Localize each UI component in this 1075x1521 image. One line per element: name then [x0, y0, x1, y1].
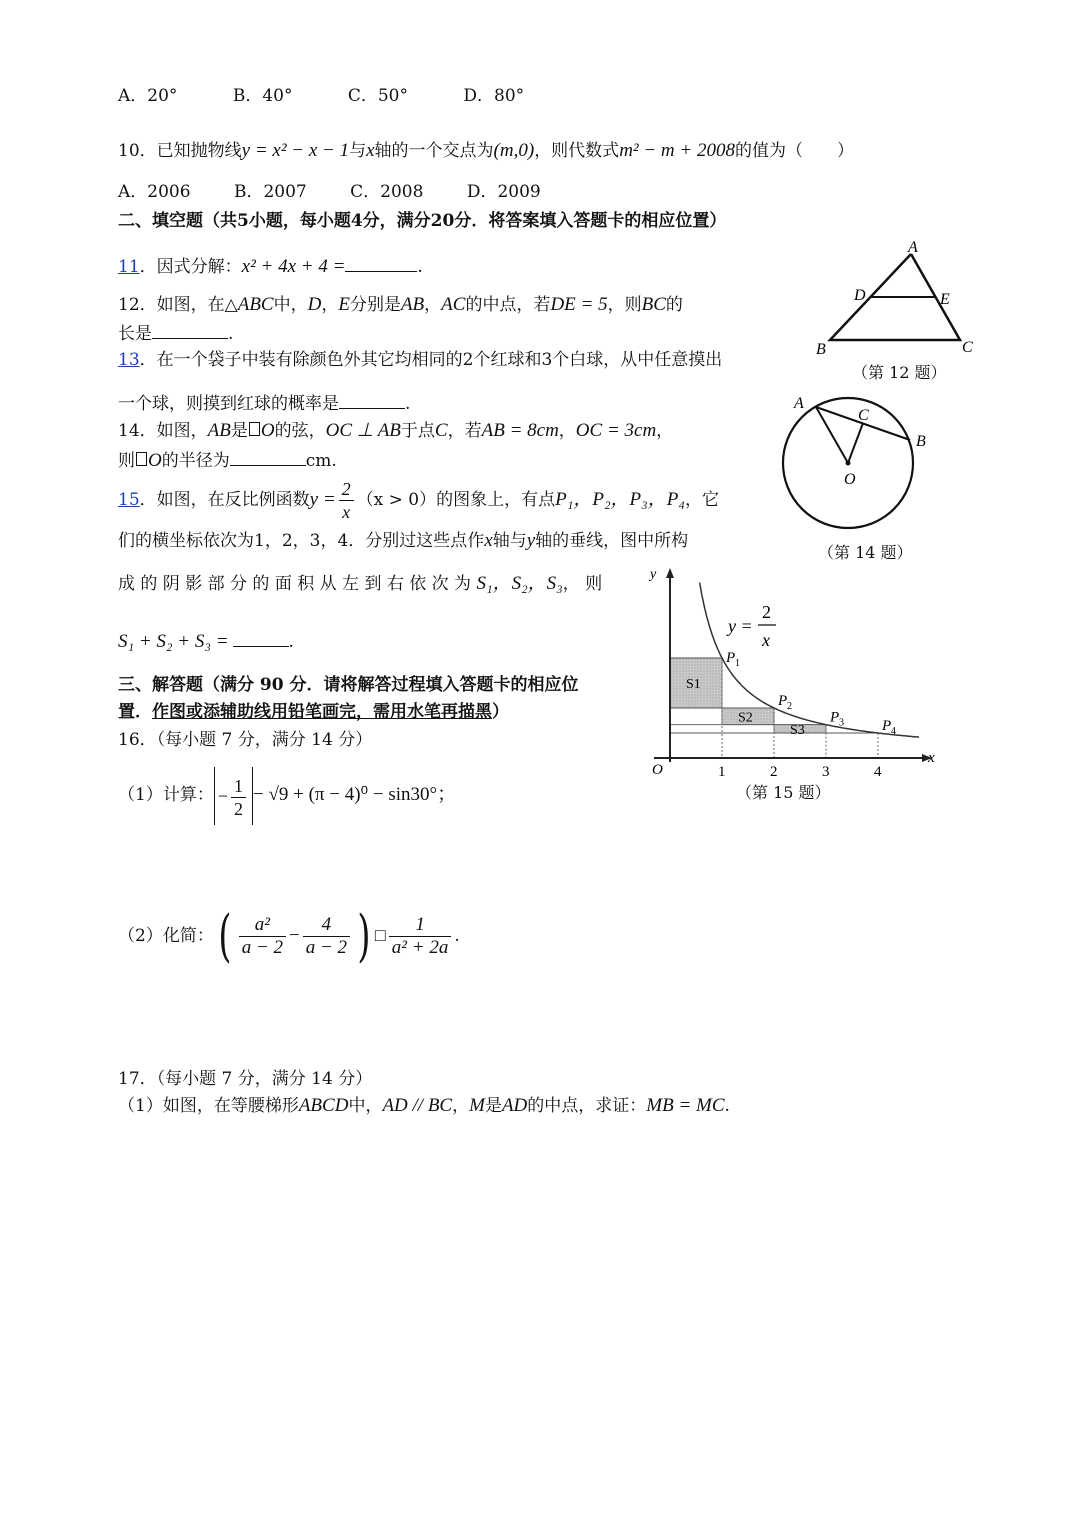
- q9-option-a: A．20°: [118, 86, 178, 106]
- circle-symbol-icon: [136, 452, 147, 466]
- q15: 15．如图，在反比例函数y = $\frac{2}{x}$ （x > 0）的图象上，有点P₁，P₂，P₃，P₄，它: [118, 479, 719, 522]
- function-num: 2: [762, 602, 771, 622]
- label-o: O: [844, 471, 856, 488]
- q14-line2: 则 O的半径为 cm.: [118, 447, 337, 473]
- q11-answer-blank: [345, 253, 417, 272]
- q9-options: [118, 84, 524, 108]
- q10-option-c: C．2008: [350, 182, 424, 202]
- function-y: y =: [728, 616, 753, 636]
- label-a: A: [794, 395, 804, 412]
- figure-15-graph: [646, 562, 942, 780]
- point-label-p2: P: [778, 693, 788, 709]
- x-tick-labels: [718, 764, 882, 780]
- q17-head: 17．（每小题 7 分，满分 14 分）: [118, 1069, 373, 1089]
- point-label-p1: P: [726, 650, 736, 666]
- figure-14-circle: [776, 394, 936, 542]
- x-tick-label: 3: [822, 764, 830, 780]
- q14-answer-blank: [230, 447, 306, 466]
- q16-part1: （1）计算： − $\frac{1}{2}$ − √9 + (π − 4)⁰ − sin30°；: [118, 766, 456, 825]
- q12-answer-blank: [152, 320, 228, 339]
- area-label-s2: S2: [738, 710, 753, 726]
- label-d: D: [854, 287, 866, 304]
- q9-option-b: B．40°: [232, 86, 293, 106]
- q16-part2: （2）化简：( $\frac{\text{a²}}{a - 2}$ − $\frac{4}{a - 2}$ ) □ $\frac{1}{\text{a² + 2a}}$ .: [118, 903, 460, 969]
- q9-option-c: C．50°: [347, 86, 408, 106]
- figure-12-triangle: [810, 236, 990, 360]
- label-e: E: [940, 291, 950, 308]
- x-tick-label: 2: [770, 764, 778, 780]
- q17-part1: （1）如图，在等腰梯形ABCD中，AD // BC，M是AD的中点，求证：MB = MC.: [118, 1095, 730, 1116]
- point-label-subscript: 2: [787, 701, 792, 712]
- circle-symbol-icon: [249, 422, 260, 436]
- label-b: B: [916, 433, 926, 450]
- segment-oc: [848, 423, 863, 463]
- figure-14-caption: （第 14 题）: [818, 543, 913, 562]
- figure-15-caption: （第 15 题）: [736, 783, 831, 802]
- figure-12-caption: （第 12 题）: [852, 363, 947, 382]
- y-axis-arrow-icon: [666, 568, 674, 578]
- abs-value: − $\frac{1}{2}$: [214, 767, 253, 825]
- point-label-p4: P: [882, 718, 892, 734]
- q10-options: [118, 180, 541, 204]
- area-label-s1: S1: [686, 677, 701, 692]
- q13-line2: 一个球，则摸到红球的概率是 .: [118, 390, 410, 416]
- label-c: C: [962, 339, 973, 356]
- point-label-subscript: 4: [891, 726, 896, 737]
- area-label-s3: S3: [790, 722, 805, 738]
- x-tick-label: 1: [718, 764, 726, 780]
- q15-fraction: $\frac{2}{x}$: [339, 478, 354, 523]
- q12-line2: 长是 .: [118, 320, 233, 346]
- q9-option-d: D．80°: [463, 86, 525, 106]
- point-label-subscript: 1: [735, 658, 740, 669]
- q11: 11．因式分解：x² + 4x + 4 = .: [118, 253, 423, 279]
- axis-x-label: x: [928, 750, 935, 766]
- q15-answer-blank: [233, 628, 289, 647]
- q14: 14．如图，AB是 O的弦，OC ⊥ AB于点C，若AB = 8cm，OC = 3cm，: [118, 420, 674, 441]
- q15-line2: 们的横坐标依次为1，2，3，4．分别过这些点作x轴与y轴的垂线，图中所构: [118, 530, 689, 551]
- q10-option-d: D．2009: [466, 182, 541, 202]
- section-2-heading: 二、填空题（共5小题，每小题4分，满分20分．将答案填入答题卡的相应位置）: [118, 211, 727, 231]
- q12: 12．如图，在△ABC中，D，E分别是AB，AC的中点，若DE = 5，则BC的: [118, 294, 683, 315]
- q15-line3: 成 的 阴 影 部 分 的 面 积 从 左 到 右 依 次 为 S₁，S₂，S₃， 则: [118, 573, 603, 594]
- point-label-subscript: 3: [839, 717, 844, 729]
- origin-label: O: [652, 762, 663, 778]
- center-point: [846, 461, 851, 466]
- q10-option-a: A．2006: [118, 182, 191, 202]
- label-b: B: [816, 341, 826, 358]
- q15-line4: S₁ + S₂ + S₃ = .: [118, 628, 294, 654]
- label-c: C: [858, 407, 869, 424]
- section-3-heading-line2: 置．作图或添辅助线用铅笔画完，需用水笔再描黑）: [118, 702, 509, 722]
- q13: 13．在一个袋子中装有除颜色外其它均相同的2个红球和3个白球，从中任意摸出: [118, 350, 723, 370]
- q10-option-b: B．2007: [233, 182, 307, 202]
- function-den: x: [762, 630, 770, 650]
- q16-head: 16．（每小题 7 分，满分 14 分）: [118, 730, 373, 750]
- axis-y-label: y: [650, 567, 657, 582]
- section-3-heading: 三、解答题（满分 90 分．请将解答过程填入答题卡的相应位: [118, 675, 579, 695]
- x-tick-label: 4: [874, 764, 882, 780]
- q11-number-link[interactable]: 11: [118, 257, 140, 277]
- q13-number-link[interactable]: 13: [118, 350, 140, 370]
- point-label-p3: P: [830, 709, 840, 726]
- q13-answer-blank: [339, 390, 405, 409]
- label-a: A: [908, 239, 918, 256]
- q10-stem: 10．已知抛物线y = x² − x − 1与x轴的一个交点为(m,0)，则代数式m² − m + 2008的值为（ ）: [118, 140, 854, 161]
- q15-number-link[interactable]: 15: [118, 490, 140, 510]
